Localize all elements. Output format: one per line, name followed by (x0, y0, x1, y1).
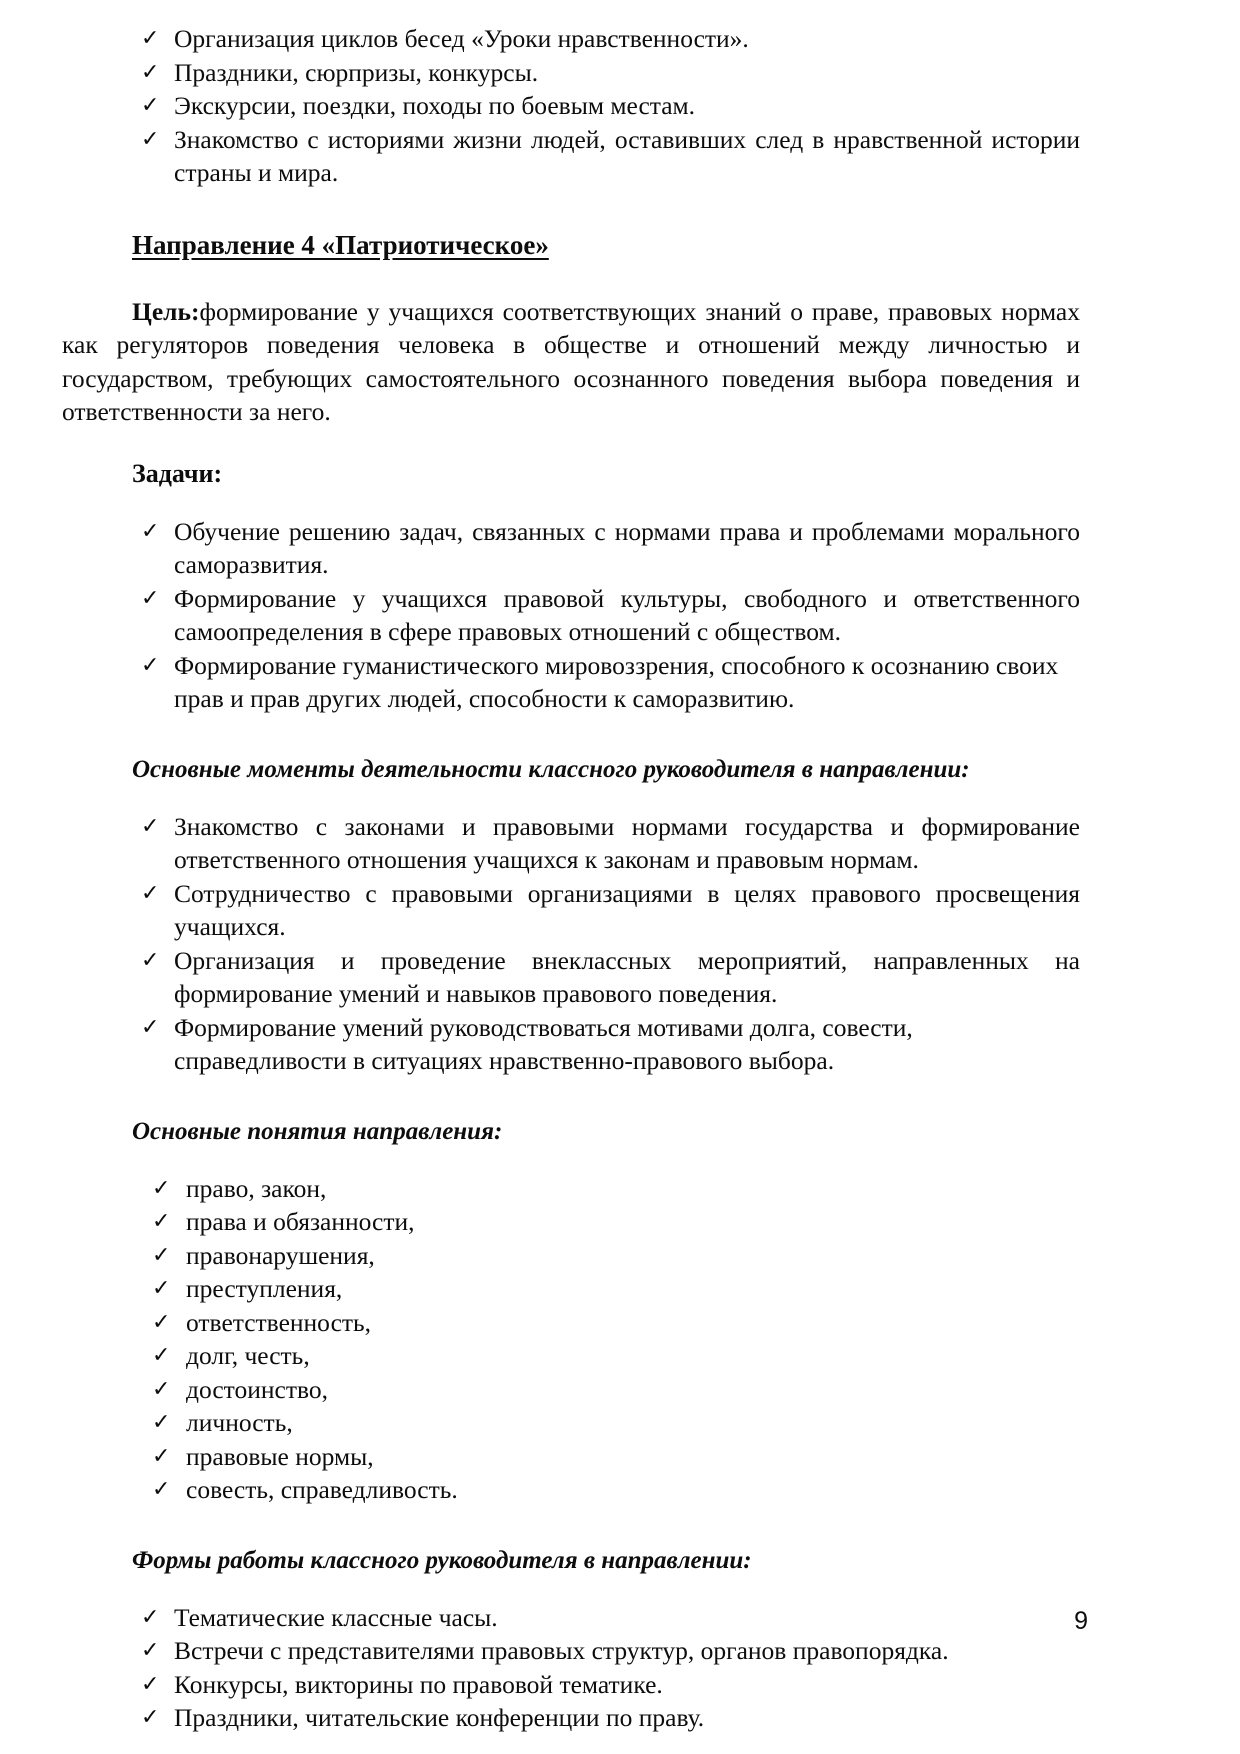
goal-paragraph (62, 295, 1080, 429)
key-moments-list (62, 810, 1080, 1078)
work-forms-list (62, 1601, 1080, 1735)
spacer (62, 1146, 1080, 1172)
list-item: ✓ Организация и проведение внеклассных мероприятий, направленных на формирование умений и навыков правового поведения. (62, 944, 1080, 1011)
key-concepts-label: Основные понятия направления: (132, 1117, 503, 1145)
list-item: ✓ преступления, (62, 1272, 1080, 1306)
list-item: ✓ Конкурсы, викторины по правовой тематике. (62, 1668, 1080, 1702)
spacer (62, 1575, 1080, 1601)
spacer (62, 784, 1080, 810)
list-item: ✓ Формирование умений руководствоваться мотивами долга, совести, справедливости в ситуациях нравственно-правового выбора. (62, 1011, 1080, 1078)
list-item: ✓ долг, честь, (62, 1339, 1080, 1373)
list-item: ✓ Праздники, читательские конференции по праву. (62, 1701, 1080, 1735)
tasks-list (62, 515, 1080, 716)
list-item: ✓ права и обязанности, (62, 1205, 1080, 1239)
list-item: ✓ Обучение решению задач, связанных с нормами права и проблемами морального саморазвития. (62, 515, 1080, 582)
list-item: ✓ Сотрудничество с правовыми организациями в целях правового просвещения учащихся. (62, 877, 1080, 944)
spacer (62, 1078, 1080, 1118)
list-item: ✓ Праздники, сюрпризы, конкурсы. (62, 56, 1080, 90)
goal-text: формирование у учащихся соответствующих знаний о праве, правовых нормах как регуляторов поведения человека в обществе и отношений между личностью и государством, требующих самостоятельного осознанного поведения выбора поведения и ответственности за него. (62, 296, 1080, 426)
list-item: ✓ правонарушения, (62, 1239, 1080, 1273)
list-item: ✓ правовые нормы, (62, 1440, 1080, 1474)
spacer (62, 489, 1080, 515)
list-item: ✓ Формирование гуманистического мировоззрения, способного к осознанию своих прав и прав других людей, способности к саморазвитию. (62, 649, 1080, 716)
list-item: ✓ Тематические классные часы. (62, 1601, 1080, 1635)
tasks-label: Задачи: (132, 458, 223, 488)
list-item: ✓ право, закон, (62, 1172, 1080, 1206)
goal-label: Цель: (132, 296, 200, 326)
list-item: ✓ ответственность, (62, 1306, 1080, 1340)
spacer (62, 190, 1080, 230)
spacer (62, 1507, 1080, 1547)
section-heading-direction: Направление 4 «Патриотическое» (132, 229, 549, 260)
spacer (62, 261, 1080, 295)
list-item: ✓ достоинство, (62, 1373, 1080, 1407)
list-item: ✓ Встречи с представителями правовых структур, органов правопорядка. (62, 1634, 1080, 1668)
spacer (62, 429, 1080, 459)
key-moments-label: Основные моменты деятельности классного руководителя в направлении: (132, 755, 970, 783)
list-item: ✓ Экскурсии, поездки, походы по боевым местам. (62, 89, 1080, 123)
list-item: ✓ совесть, справедливость. (62, 1473, 1080, 1507)
list-item: ✓ личность, (62, 1406, 1080, 1440)
list-item: ✓ Организация циклов бесед «Уроки нравственности». (62, 22, 1080, 56)
top-bullet-list (62, 22, 1080, 190)
list-item: ✓ Знакомство с законами и правовыми нормами государства и формирование ответственного отношения учащихся к законам и правовым нормам. (62, 810, 1080, 877)
key-concepts-list (62, 1172, 1080, 1507)
work-forms-label: Формы работы классного руководителя в направлении: (132, 1546, 752, 1574)
list-item: ✓ Формирование у учащихся правовой культуры, свободного и ответственного самоопределения в сфере правовых отношений с обществом. (62, 582, 1080, 649)
spacer (62, 716, 1080, 756)
list-item: ✓ Знакомство с историями жизни людей, оставивших след в нравственной истории страны и мира. (62, 123, 1080, 190)
page-number: 9 (1074, 1607, 1088, 1635)
